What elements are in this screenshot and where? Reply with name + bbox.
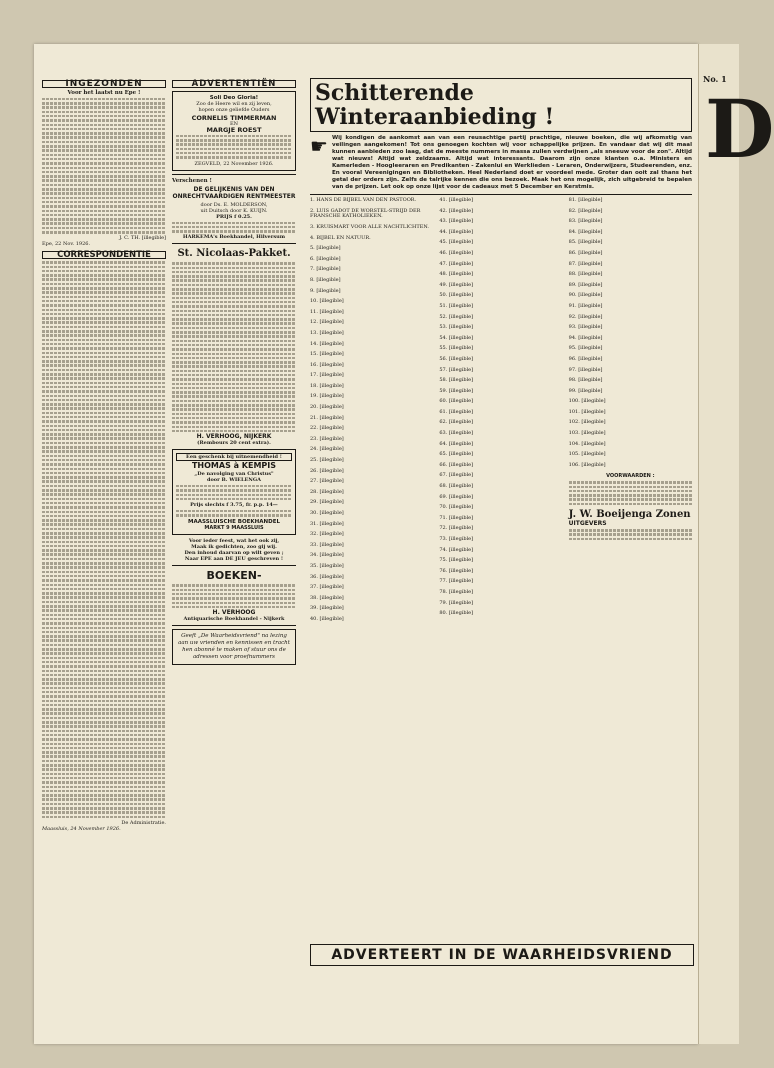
list-item: 56. [illegible] bbox=[439, 355, 474, 362]
list-item: 51. [illegible] bbox=[439, 302, 474, 309]
list-item: 100. [illegible] bbox=[568, 398, 606, 405]
list-item: 73. [illegible] bbox=[439, 536, 474, 542]
list-item: 18. [illegible] bbox=[310, 382, 344, 389]
list-item: 29. [illegible] bbox=[310, 499, 344, 506]
list-item: 17. [illegible] bbox=[310, 372, 344, 379]
list-item: 37. [illegible] bbox=[310, 584, 344, 591]
list-item: 28. [illegible] bbox=[310, 488, 344, 495]
list-item: 69. [illegible] bbox=[439, 493, 474, 500]
ad-title: Schitterende Winteraanbieding ! bbox=[310, 78, 692, 132]
pointing-hand-icon: ☛ bbox=[310, 134, 328, 158]
list-item: 8. [illegible] bbox=[310, 276, 341, 283]
voorwaarden-heading: VOORWAARDEN : bbox=[606, 473, 655, 480]
list-item: 86. [illegible] bbox=[568, 249, 603, 256]
next-page-edge bbox=[698, 44, 774, 1044]
list-item: 10. [illegible] bbox=[310, 298, 344, 305]
list-item: 104. [illegible] bbox=[568, 440, 606, 447]
thomas-translator: door B. WIELENGA bbox=[206, 477, 262, 484]
list-item: 99. [illegible] bbox=[568, 387, 603, 394]
list-item: 103. [illegible] bbox=[568, 430, 606, 437]
book-title: DE GELIJKENIS VAN DEN ONRECHTVAARDIGEN RENTMEESTER bbox=[172, 185, 296, 200]
ad-intro: Wij kondigen de aankomst aan van een reusachtige partij prachtige, nieuwe boeken, die wij afkomstig van veilingen aangekomen! Tot ons genoegen kochten wij voor schappelijke prijzen. En vandaar dat wij dit maal kunnen aanbieden zoo laag, dat de meeste nummers in massa zullen verdwijnen „als sneeuw voor de zon". Altijd wat nieuws! Altijd wat zeldzaams. Altijd wat interessants. Daarom zijn onze klanten o.a. Ministers en Kamerleden - Hoogleeraren en Predikanten - Zakenlui en Werklieden - Leraren, Onderwijzers, Studeerenden, enz. En vooral Vereenigingen en Bibliotheken. Heel Nederland doet er voordeel mede. Groter dan ooit zal thans het getal der orders zijn. Zelfs de talrijke kennen die ons bezoek. Maak het ons mogelijk, zich uitgebreid te bepalen van de prijzen. Let ook op onze lijst voor de cadeaux met 5 December en Kerstmis. bbox=[331, 135, 692, 190]
book-store: HARKEMA's Boekhandel, Hilversum bbox=[182, 234, 286, 241]
list-item: 43. [illegible] bbox=[439, 218, 474, 225]
list-item: 25. [illegible] bbox=[310, 457, 344, 464]
notice-line: hopen onze geliefde Ouders bbox=[198, 107, 270, 113]
thomas-publisher: MAASSLUISCHE BOEKHANDEL bbox=[188, 518, 280, 525]
boeken-address: Antiquarische Boekhandel - Nijkerk bbox=[183, 616, 285, 623]
list-item: 52. [illegible] bbox=[439, 313, 474, 320]
list-item: 106. [illegible] bbox=[568, 461, 606, 468]
notice-title: Soli Deo Gloria! bbox=[209, 95, 259, 101]
list-item: 21. [illegible] bbox=[310, 414, 344, 421]
list-item: 58. [illegible] bbox=[439, 377, 474, 384]
list-item: 54. [illegible] bbox=[439, 334, 474, 341]
list-item: 68. [illegible] bbox=[439, 483, 474, 490]
list-item: 20. [illegible] bbox=[310, 404, 344, 411]
list-item: 94. [illegible] bbox=[568, 334, 603, 341]
pakket-note: (Rembours 20 cent extra). bbox=[197, 440, 271, 447]
section-heading-advertenties: ADVERTENTIËN bbox=[172, 80, 296, 88]
list-item: 39. [illegible] bbox=[310, 605, 344, 612]
edge-number: No. 1 bbox=[703, 74, 727, 84]
list-item: 62. [illegible] bbox=[439, 419, 474, 426]
section-heading-ingezonden: INGEZONDEN bbox=[42, 80, 166, 88]
list-item: 65. [illegible] bbox=[439, 451, 474, 458]
list-item: 2. LUIS GADOT DE WORSTEL-STRIJD DER FRANSCHE KATHOLIEKEN. bbox=[310, 207, 421, 220]
list-item: 31. [illegible] bbox=[310, 520, 344, 527]
book-extra: uit Duitsch door K. KUIJN. bbox=[200, 207, 268, 214]
publisher-name: J. W. Boeijenga Zonen bbox=[568, 509, 691, 521]
list-item: 44. [illegible] bbox=[439, 228, 474, 235]
list-item: 102. [illegible] bbox=[568, 419, 606, 426]
list-item: 7. [illegible] bbox=[310, 266, 341, 273]
list-item: 22. [illegible] bbox=[310, 425, 344, 432]
list-item: 24. [illegible] bbox=[310, 446, 344, 453]
list-item: 82. [illegible] bbox=[568, 207, 603, 214]
column-ingezonden bbox=[42, 78, 166, 832]
list-item: 64. [illegible] bbox=[439, 440, 474, 447]
list-item: 3. KRUISMART VOOR ALLE NACHTLICHTEN. bbox=[310, 223, 429, 230]
list-item: 71. [illegible] bbox=[439, 514, 474, 521]
edge-big-letter: D bbox=[705, 82, 774, 176]
boeken-title: BOEKEN- bbox=[206, 568, 262, 582]
list-item: 87. [illegible] bbox=[568, 260, 603, 267]
family-notice bbox=[172, 91, 296, 171]
notice-place: ZEGVELD, 22 November 1926. bbox=[194, 160, 274, 167]
list-item: 88. [illegible] bbox=[568, 271, 603, 278]
notice-line: Zoo de Heere wil en zij leven, bbox=[196, 101, 272, 107]
newspaper-page bbox=[34, 44, 698, 1044]
list-item: 66. [illegible] bbox=[439, 461, 474, 468]
poem-ad bbox=[172, 538, 296, 562]
list-item: 36. [illegible] bbox=[310, 573, 344, 580]
list-item: 101. [illegible] bbox=[568, 408, 606, 415]
book-notice bbox=[172, 178, 296, 241]
poem-line: Maak ik gedichten, zoo gij wij. bbox=[191, 543, 277, 550]
list-item: 46. [illegible] bbox=[439, 249, 474, 256]
list-item: 41. [illegible] bbox=[439, 197, 474, 203]
list-item: 90. [illegible] bbox=[568, 292, 603, 299]
list-item: 35. [illegible] bbox=[310, 562, 344, 569]
list-item: 5. [illegible] bbox=[310, 245, 341, 252]
list-item: 57. [illegible] bbox=[439, 366, 474, 373]
footer-banner: ADVERTEERT IN DE WAARHEIDSVRIEND bbox=[310, 944, 694, 966]
list-item: 1. HANS DE BIJBEL VAN DEN PASTOOR. bbox=[310, 197, 417, 203]
notice-name: MARGJE ROEST bbox=[206, 126, 262, 134]
list-item: 53. [illegible] bbox=[439, 324, 474, 331]
list-item: 14. [illegible] bbox=[310, 340, 344, 347]
pakket-ad bbox=[172, 247, 296, 446]
thomas-banner: Een geschenk bij uitnemendheid ! bbox=[176, 453, 292, 461]
list-item: 15. [illegible] bbox=[310, 351, 344, 358]
pakket-items bbox=[172, 262, 296, 432]
list-item: 49. [illegible] bbox=[439, 281, 474, 288]
notice-name: CORNELIS TIMMERMAN bbox=[191, 114, 277, 122]
pakket-title: St. Nicolaas-Pakket. bbox=[177, 248, 291, 260]
list-item: 11. [illegible] bbox=[310, 308, 344, 315]
list-item: 42. [illegible] bbox=[439, 207, 474, 214]
poem-line: Naar EPE aan DE JEU geschreven ! bbox=[184, 555, 284, 562]
list-item: 61. [illegible] bbox=[439, 408, 474, 415]
list-item: 47. [illegible] bbox=[439, 260, 474, 267]
closing-dateline: Maassluis, 24 November 1926. bbox=[42, 826, 121, 833]
list-item: 67. [illegible] bbox=[439, 472, 474, 479]
list-item: 60. [illegible] bbox=[439, 398, 474, 405]
section-heading-correspondentie: CORRESPONDENTIE bbox=[42, 251, 166, 259]
list-item: 27. [illegible] bbox=[310, 478, 344, 485]
notice-label: Verschenen ! bbox=[172, 177, 212, 184]
list-item: 9. [illegible] bbox=[310, 287, 341, 294]
list-item: 55. [illegible] bbox=[439, 345, 474, 352]
list-item: 89. [illegible] bbox=[568, 281, 603, 288]
list-item: 40. [illegible] bbox=[310, 615, 344, 622]
list-item: 34. [illegible] bbox=[310, 552, 344, 559]
article-body bbox=[42, 98, 166, 234]
boeken-ad bbox=[172, 569, 296, 623]
list-item: 97. [illegible] bbox=[568, 366, 603, 373]
list-item: 45. [illegible] bbox=[439, 239, 474, 246]
list-item: 33. [illegible] bbox=[310, 541, 344, 548]
subscription-appeal: Geeft „De Waarheidsvriend" na lezing aan uw vrienden en kennissen en tracht hen abonné te maken of stuur ons de adressen voor proefnummers bbox=[172, 629, 296, 665]
list-item: 78. [illegible] bbox=[439, 588, 474, 595]
poem-line: Den inhoud daarvan op wilt geven ; bbox=[184, 549, 284, 556]
list-item: 50. [illegible] bbox=[439, 292, 474, 299]
list-item: 6. [illegible] bbox=[310, 255, 341, 262]
winter-offer-ad bbox=[310, 78, 692, 628]
article-signature: J. C. TH. [illegible] bbox=[119, 235, 166, 242]
list-item: 30. [illegible] bbox=[310, 510, 344, 517]
closing-signature: De Administratie. bbox=[121, 820, 166, 827]
list-item: 92. [illegible] bbox=[568, 313, 603, 320]
notice-en: EN bbox=[229, 121, 239, 127]
list-item: 13. [illegible] bbox=[310, 329, 344, 336]
book-price: PRIJS f 0.25. bbox=[216, 213, 252, 220]
list-item: 19. [illegible] bbox=[310, 393, 344, 400]
list-item: 84. [illegible] bbox=[568, 228, 603, 235]
list-item: 48. [illegible] bbox=[439, 271, 474, 278]
list-item: 59. [illegible] bbox=[439, 387, 474, 394]
list-item: 38. [illegible] bbox=[310, 594, 344, 601]
list-item: 26. [illegible] bbox=[310, 467, 344, 474]
list-item: 95. [illegible] bbox=[568, 345, 603, 352]
list-item: 85. [illegible] bbox=[568, 239, 603, 246]
thomas-ad bbox=[172, 449, 296, 534]
offer-list-left bbox=[310, 198, 433, 628]
list-item: 80. [illegible] bbox=[439, 610, 474, 617]
thomas-price: Prijs slechts f 3.75, fr. p.p. 14— bbox=[190, 502, 278, 509]
list-item: 4. BIJBEL EN NATUUR. bbox=[310, 234, 371, 241]
offer-list-right bbox=[569, 198, 692, 469]
list-item: 83. [illegible] bbox=[568, 218, 603, 225]
boeken-seller: H. VERHOOG bbox=[212, 609, 256, 617]
list-item: 70. [illegible] bbox=[439, 504, 474, 511]
list-item: 16. [illegible] bbox=[310, 361, 344, 368]
list-item: 76. [illegible] bbox=[439, 567, 474, 574]
list-item: 23. [illegible] bbox=[310, 435, 344, 442]
list-item: 63. [illegible] bbox=[439, 430, 474, 437]
book-author: door Ds. E. MOLDERSON, bbox=[200, 201, 268, 208]
thomas-sub: „De navolging van Christus" bbox=[194, 471, 274, 478]
list-item: 79. [illegible] bbox=[439, 599, 474, 606]
list-item: 93. [illegible] bbox=[568, 324, 603, 331]
list-item: 75. [illegible] bbox=[439, 557, 474, 564]
correspondence-body bbox=[42, 261, 166, 818]
offer-list-mid bbox=[439, 198, 562, 628]
list-item: 105. [illegible] bbox=[568, 451, 606, 458]
column-advertenties bbox=[172, 78, 296, 668]
list-item: 91. [illegible] bbox=[568, 302, 603, 309]
thomas-address: MARKT 9 MAASSLUIS bbox=[204, 524, 264, 531]
article-subheading: Voor het laatst nu Epe ! bbox=[67, 90, 141, 96]
list-item: 32. [illegible] bbox=[310, 531, 344, 538]
list-item: 98. [illegible] bbox=[568, 377, 603, 384]
publisher-role: UITGEVERS bbox=[568, 520, 607, 528]
list-item: 12. [illegible] bbox=[310, 319, 344, 326]
list-item: 81. [illegible] bbox=[568, 197, 603, 203]
article-dateline: Epe, 22 Nov. 1926. bbox=[42, 241, 91, 248]
list-item: 74. [illegible] bbox=[439, 546, 474, 553]
pakket-seller: H. VERHOOG, NIJKERK bbox=[196, 433, 272, 441]
thomas-title: THOMAS à KEMPIS bbox=[191, 461, 277, 471]
list-item: 77. [illegible] bbox=[439, 578, 474, 585]
poem-line: Voor ieder feest, wat het ook zij, bbox=[188, 537, 280, 544]
list-item: 72. [illegible] bbox=[439, 525, 474, 532]
list-item: 96. [illegible] bbox=[568, 355, 603, 362]
